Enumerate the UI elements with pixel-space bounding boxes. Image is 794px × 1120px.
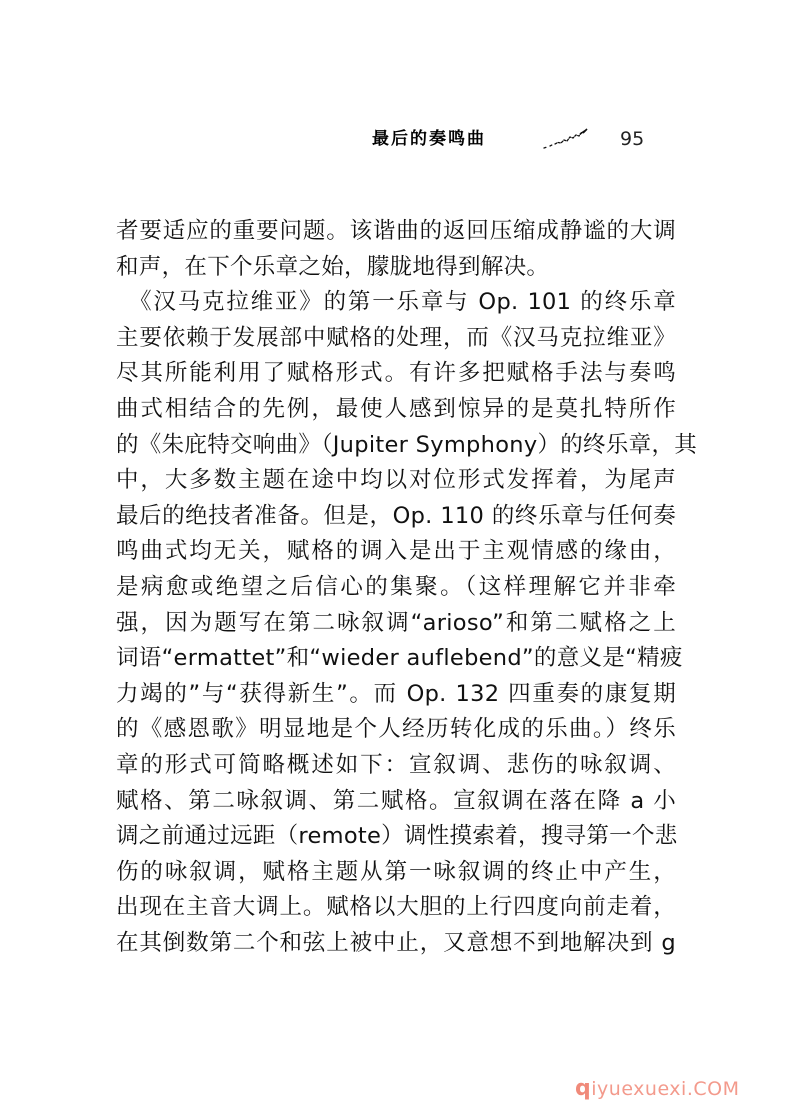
running-header-title: 最后的奏鸣曲 bbox=[372, 129, 486, 149]
text-line: 强，因为题写在第二咏叙调“arioso”和第二赋格之上 bbox=[116, 609, 676, 636]
text-line: 章的形式可简略概述如下：宣叙调、悲伤的咏叙调、 bbox=[116, 751, 676, 778]
text-line: 尽其所能利用了赋格形式。有许多把赋格手法与奏鸣 bbox=[116, 360, 676, 387]
text-line: 主要依赖于发展部中赋格的处理，而《汉马克拉维亚》 bbox=[116, 324, 676, 351]
watermark-q-glyph: q bbox=[575, 1076, 592, 1101]
text-line: 最后的绝技者准备。但是，Op. 110 的终乐章与任何奏 bbox=[116, 502, 676, 529]
text-line: 赋格、第二咏叙调、第二赋格。宣叙调在落在降 a 小 bbox=[116, 787, 676, 814]
text-line: 曲式相结合的先例，最使人感到惊异的是莫扎特所作 bbox=[116, 395, 676, 422]
text-line: 是病愈或绝望之后信心的集聚。（这样理解它并非牵 bbox=[116, 573, 676, 600]
text-line: 《汉马克拉维亚》的第一乐章与 Op. 101 的终乐章 bbox=[116, 289, 676, 316]
site-watermark bbox=[575, 1076, 740, 1101]
body-text bbox=[116, 214, 698, 961]
text-line: 者要适应的重要问题。该谐曲的返回压缩成静谧的大调 bbox=[116, 218, 676, 244]
text-line: 伤的咏叙调，赋格主题从第一咏叙调的终止中产生， bbox=[116, 858, 676, 885]
text-line: 的《感恩歌》明显地是个人经历转化成的乐曲。）终乐 bbox=[116, 716, 676, 743]
page-number: 95 bbox=[620, 128, 645, 150]
text-line: 的《朱庇特交响曲》（Jupiter Symphony）的终乐章，其 bbox=[116, 431, 698, 458]
running-header bbox=[370, 124, 660, 154]
text-line: 和声，在下个乐章之始，朦胧地得到解决。 bbox=[116, 253, 550, 280]
text-line: 力竭的”与“获得新生”。而 Op. 132 四重奏的康复期 bbox=[116, 680, 676, 707]
text-line: 鸣曲式均无关，赋格的调入是出于主观情感的缘由， bbox=[116, 538, 676, 565]
squiggle-ornament-icon bbox=[542, 126, 592, 152]
text-line: 调之前通过远距（remote）调性摸索着，搜寻第一个悲 bbox=[116, 823, 678, 850]
text-line: 在其倒数第二个和弦上被中止，又意想不到地解决到 g bbox=[116, 929, 676, 956]
text-line: 出现在主音大调上。赋格以大胆的上行四度向前走着， bbox=[116, 894, 676, 921]
watermark-text: iyuexuexi.COM bbox=[591, 1078, 740, 1100]
text-line: 中，大多数主题在途中均以对位形式发挥着，为尾声 bbox=[116, 467, 676, 494]
text-line: 词语“ermattet”和“wieder auflebend”的意义是“精疲 bbox=[116, 645, 683, 672]
